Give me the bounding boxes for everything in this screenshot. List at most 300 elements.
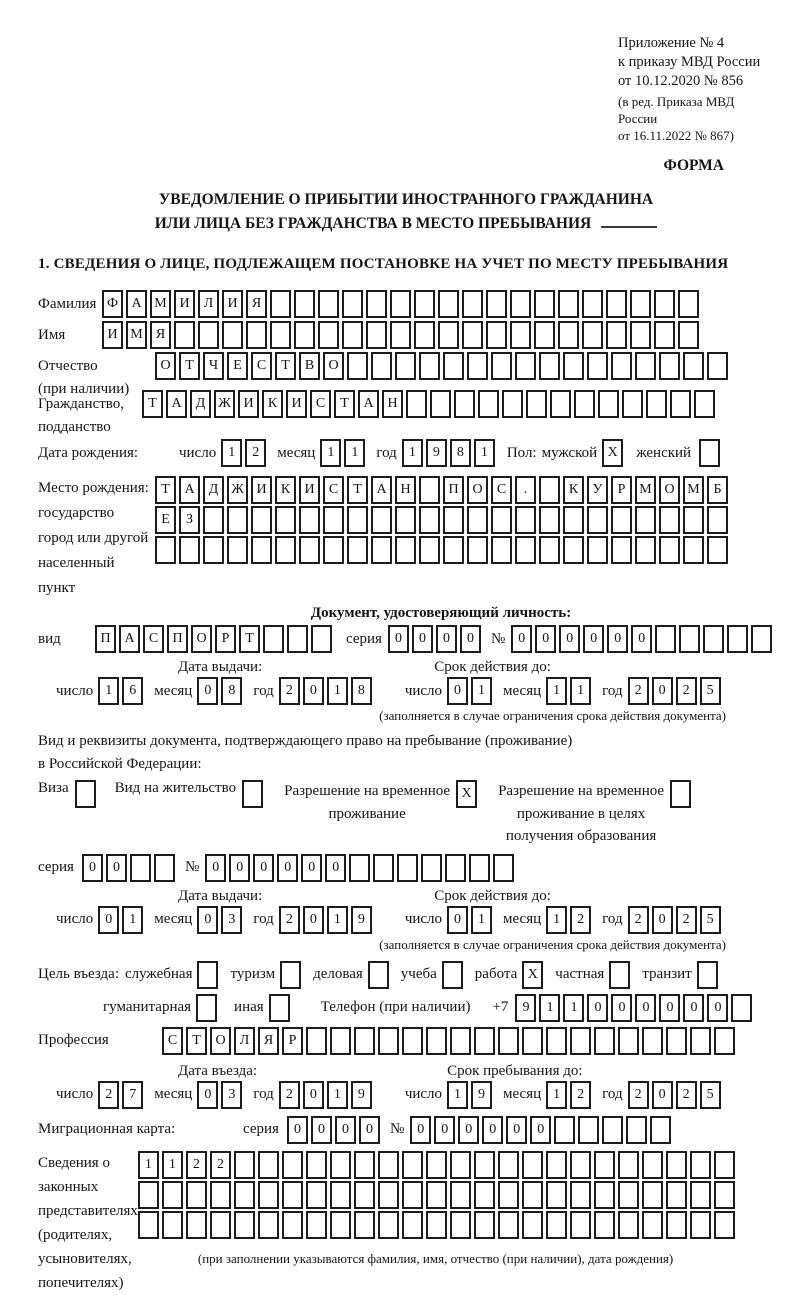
form-cell[interactable]: 0 xyxy=(229,854,250,882)
form-cell[interactable]: Е xyxy=(227,352,248,380)
form-cell[interactable] xyxy=(714,1181,735,1209)
form-cell[interactable]: 0 xyxy=(659,994,680,1022)
form-cell[interactable]: П xyxy=(443,476,464,504)
form-cell[interactable]: А xyxy=(358,390,379,418)
form-cell[interactable] xyxy=(611,506,632,534)
form-cell[interactable] xyxy=(515,352,536,380)
form-cell[interactable] xyxy=(443,536,464,564)
form-cell[interactable] xyxy=(670,390,691,418)
form-cell[interactable] xyxy=(558,321,579,349)
form-cell[interactable]: И xyxy=(222,290,243,318)
form-cell[interactable]: 0 xyxy=(197,677,218,705)
form-cell[interactable]: А xyxy=(179,476,200,504)
form-cell[interactable]: 1 xyxy=(402,439,423,467)
form-cell[interactable]: О xyxy=(467,476,488,504)
form-cell[interactable] xyxy=(594,1211,615,1239)
form-cell[interactable]: 1 xyxy=(98,677,119,705)
form-cell[interactable] xyxy=(395,506,416,534)
form-cell[interactable] xyxy=(554,1116,575,1144)
form-cell[interactable]: Б xyxy=(707,476,728,504)
purpose-study-checkbox[interactable] xyxy=(442,961,463,989)
form-cell[interactable] xyxy=(294,321,315,349)
form-cell[interactable] xyxy=(306,1027,327,1055)
form-cell[interactable]: 3 xyxy=(221,1081,242,1109)
form-cell[interactable]: 1 xyxy=(471,906,492,934)
form-cell[interactable]: О xyxy=(210,1027,231,1055)
form-cell[interactable]: Р xyxy=(611,476,632,504)
form-cell[interactable] xyxy=(539,536,560,564)
sex-male-checkbox[interactable]: X xyxy=(602,439,623,467)
form-cell[interactable] xyxy=(683,352,704,380)
form-cell[interactable]: 2 xyxy=(676,906,697,934)
form-cell[interactable] xyxy=(406,390,427,418)
form-cell[interactable]: 1 xyxy=(539,994,560,1022)
form-cell[interactable]: И xyxy=(286,390,307,418)
form-cell[interactable] xyxy=(510,321,531,349)
visa-checkbox[interactable] xyxy=(75,780,96,808)
form-cell[interactable]: О xyxy=(191,625,212,653)
form-cell[interactable] xyxy=(486,321,507,349)
form-cell[interactable] xyxy=(450,1151,471,1179)
form-cell[interactable] xyxy=(546,1151,567,1179)
form-cell[interactable] xyxy=(445,854,466,882)
form-cell[interactable] xyxy=(419,506,440,534)
form-cell[interactable]: 0 xyxy=(635,994,656,1022)
form-cell[interactable]: 0 xyxy=(359,1116,380,1144)
form-cell[interactable]: 2 xyxy=(210,1151,231,1179)
form-cell[interactable]: Ж xyxy=(214,390,235,418)
form-cell[interactable] xyxy=(390,290,411,318)
form-cell[interactable] xyxy=(162,1181,183,1209)
form-cell[interactable] xyxy=(366,321,387,349)
form-cell[interactable] xyxy=(558,290,579,318)
form-cell[interactable] xyxy=(491,536,512,564)
form-cell[interactable] xyxy=(251,506,272,534)
form-cell[interactable]: 0 xyxy=(106,854,127,882)
form-cell[interactable] xyxy=(462,321,483,349)
form-cell[interactable] xyxy=(534,290,555,318)
form-cell[interactable]: 2 xyxy=(279,677,300,705)
form-cell[interactable]: 2 xyxy=(628,677,649,705)
form-cell[interactable] xyxy=(611,536,632,564)
form-cell[interactable]: 0 xyxy=(388,625,409,653)
form-cell[interactable]: К xyxy=(262,390,283,418)
form-cell[interactable] xyxy=(467,536,488,564)
form-cell[interactable]: Д xyxy=(190,390,211,418)
form-cell[interactable] xyxy=(426,1181,447,1209)
form-cell[interactable]: 1 xyxy=(563,994,584,1022)
form-cell[interactable] xyxy=(474,1211,495,1239)
form-cell[interactable]: 0 xyxy=(434,1116,455,1144)
form-cell[interactable]: 0 xyxy=(707,994,728,1022)
form-cell[interactable]: 0 xyxy=(303,906,324,934)
form-cell[interactable] xyxy=(642,1027,663,1055)
form-cell[interactable] xyxy=(323,506,344,534)
form-cell[interactable]: 0 xyxy=(82,854,103,882)
form-cell[interactable] xyxy=(478,390,499,418)
form-cell[interactable] xyxy=(683,506,704,534)
form-cell[interactable]: 0 xyxy=(98,906,119,934)
form-cell[interactable] xyxy=(347,506,368,534)
form-cell[interactable]: 0 xyxy=(301,854,322,882)
form-cell[interactable] xyxy=(515,536,536,564)
form-cell[interactable] xyxy=(606,290,627,318)
form-cell[interactable]: 0 xyxy=(607,625,628,653)
form-cell[interactable]: И xyxy=(251,476,272,504)
form-cell[interactable] xyxy=(563,352,584,380)
form-cell[interactable]: И xyxy=(238,390,259,418)
form-cell[interactable]: К xyxy=(275,476,296,504)
form-cell[interactable] xyxy=(570,1027,591,1055)
form-cell[interactable] xyxy=(450,1211,471,1239)
form-cell[interactable] xyxy=(642,1211,663,1239)
form-cell[interactable]: 9 xyxy=(515,994,536,1022)
form-cell[interactable]: 0 xyxy=(303,1081,324,1109)
residence-permit-checkbox[interactable] xyxy=(242,780,263,808)
form-cell[interactable]: 0 xyxy=(506,1116,527,1144)
form-cell[interactable]: 0 xyxy=(535,625,556,653)
purpose-humanitarian-checkbox[interactable] xyxy=(196,994,217,1022)
form-cell[interactable] xyxy=(347,352,368,380)
form-cell[interactable] xyxy=(635,506,656,534)
form-cell[interactable]: 1 xyxy=(546,677,567,705)
form-cell[interactable]: 0 xyxy=(197,906,218,934)
form-cell[interactable] xyxy=(539,506,560,534)
form-cell[interactable] xyxy=(203,536,224,564)
form-cell[interactable] xyxy=(703,625,724,653)
form-cell[interactable]: Я xyxy=(258,1027,279,1055)
form-cell[interactable] xyxy=(714,1211,735,1239)
form-cell[interactable] xyxy=(574,390,595,418)
form-cell[interactable] xyxy=(502,390,523,418)
form-cell[interactable] xyxy=(467,352,488,380)
form-cell[interactable] xyxy=(642,1151,663,1179)
form-cell[interactable] xyxy=(438,321,459,349)
form-cell[interactable]: У xyxy=(587,476,608,504)
form-cell[interactable] xyxy=(347,536,368,564)
form-cell[interactable]: 1 xyxy=(474,439,495,467)
form-cell[interactable] xyxy=(154,854,175,882)
form-cell[interactable] xyxy=(635,536,656,564)
form-cell[interactable]: 0 xyxy=(559,625,580,653)
form-cell[interactable] xyxy=(426,1027,447,1055)
form-cell[interactable] xyxy=(727,625,748,653)
form-cell[interactable]: 1 xyxy=(327,1081,348,1109)
form-cell[interactable]: Т xyxy=(179,352,200,380)
form-cell[interactable] xyxy=(678,290,699,318)
temp-residence-education-checkbox[interactable] xyxy=(670,780,691,808)
form-cell[interactable] xyxy=(397,854,418,882)
form-cell[interactable] xyxy=(330,1151,351,1179)
form-cell[interactable]: О xyxy=(155,352,176,380)
form-cell[interactable] xyxy=(414,321,435,349)
form-cell[interactable] xyxy=(539,352,560,380)
form-cell[interactable] xyxy=(251,536,272,564)
form-cell[interactable] xyxy=(731,994,752,1022)
form-cell[interactable] xyxy=(694,390,715,418)
form-cell[interactable]: 5 xyxy=(700,677,721,705)
form-cell[interactable]: А xyxy=(371,476,392,504)
form-cell[interactable] xyxy=(349,854,370,882)
form-cell[interactable]: 8 xyxy=(450,439,471,467)
form-cell[interactable]: 0 xyxy=(197,1081,218,1109)
form-cell[interactable] xyxy=(138,1211,159,1239)
form-cell[interactable]: 0 xyxy=(287,1116,308,1144)
form-cell[interactable] xyxy=(707,506,728,534)
form-cell[interactable] xyxy=(426,1151,447,1179)
form-cell[interactable] xyxy=(570,1151,591,1179)
form-cell[interactable] xyxy=(498,1181,519,1209)
form-cell[interactable] xyxy=(602,1116,623,1144)
form-cell[interactable] xyxy=(270,290,291,318)
form-cell[interactable]: 8 xyxy=(351,677,372,705)
form-cell[interactable]: Т xyxy=(142,390,163,418)
form-cell[interactable] xyxy=(371,506,392,534)
form-cell[interactable] xyxy=(522,1027,543,1055)
form-cell[interactable] xyxy=(498,1151,519,1179)
form-cell[interactable] xyxy=(751,625,772,653)
form-cell[interactable] xyxy=(578,1116,599,1144)
form-cell[interactable] xyxy=(246,321,267,349)
form-cell[interactable] xyxy=(534,321,555,349)
form-cell[interactable]: С xyxy=(251,352,272,380)
form-cell[interactable] xyxy=(594,1181,615,1209)
form-cell[interactable] xyxy=(366,290,387,318)
form-cell[interactable]: 9 xyxy=(426,439,447,467)
form-cell[interactable] xyxy=(443,352,464,380)
form-cell[interactable]: Ж xyxy=(227,476,248,504)
form-cell[interactable]: 0 xyxy=(587,994,608,1022)
form-cell[interactable] xyxy=(474,1181,495,1209)
form-cell[interactable]: 0 xyxy=(683,994,704,1022)
form-cell[interactable] xyxy=(510,290,531,318)
form-cell[interactable]: Р xyxy=(215,625,236,653)
form-cell[interactable]: З xyxy=(179,506,200,534)
purpose-work-checkbox[interactable]: X xyxy=(522,961,543,989)
form-cell[interactable] xyxy=(402,1027,423,1055)
form-cell[interactable] xyxy=(630,321,651,349)
form-cell[interactable] xyxy=(618,1181,639,1209)
form-cell[interactable]: Н xyxy=(395,476,416,504)
form-cell[interactable]: 1 xyxy=(122,906,143,934)
form-cell[interactable]: А xyxy=(126,290,147,318)
form-cell[interactable] xyxy=(155,536,176,564)
form-cell[interactable] xyxy=(546,1211,567,1239)
form-cell[interactable] xyxy=(378,1181,399,1209)
form-cell[interactable]: Л xyxy=(198,290,219,318)
sex-female-checkbox[interactable] xyxy=(699,439,720,467)
form-cell[interactable] xyxy=(594,1027,615,1055)
form-cell[interactable] xyxy=(342,321,363,349)
form-cell[interactable] xyxy=(438,290,459,318)
form-cell[interactable] xyxy=(234,1151,255,1179)
form-cell[interactable] xyxy=(570,1181,591,1209)
form-cell[interactable] xyxy=(498,1027,519,1055)
form-cell[interactable]: 0 xyxy=(482,1116,503,1144)
form-cell[interactable]: П xyxy=(167,625,188,653)
form-cell[interactable]: Я xyxy=(246,290,267,318)
form-cell[interactable]: 0 xyxy=(447,677,468,705)
form-cell[interactable] xyxy=(342,290,363,318)
form-cell[interactable]: Ч xyxy=(203,352,224,380)
form-cell[interactable]: 0 xyxy=(460,625,481,653)
form-cell[interactable] xyxy=(258,1151,279,1179)
form-cell[interactable]: 3 xyxy=(221,906,242,934)
form-cell[interactable]: 2 xyxy=(676,677,697,705)
form-cell[interactable] xyxy=(646,390,667,418)
form-cell[interactable]: 2 xyxy=(98,1081,119,1109)
form-cell[interactable]: Ф xyxy=(102,290,123,318)
form-cell[interactable]: Я xyxy=(150,321,171,349)
form-cell[interactable] xyxy=(282,1151,303,1179)
form-cell[interactable] xyxy=(659,536,680,564)
form-cell[interactable]: 1 xyxy=(138,1151,159,1179)
form-cell[interactable]: Р xyxy=(282,1027,303,1055)
form-cell[interactable] xyxy=(659,506,680,534)
form-cell[interactable] xyxy=(454,390,475,418)
form-cell[interactable] xyxy=(198,321,219,349)
form-cell[interactable] xyxy=(563,536,584,564)
form-cell[interactable] xyxy=(491,352,512,380)
form-cell[interactable] xyxy=(203,506,224,534)
form-cell[interactable]: 9 xyxy=(351,1081,372,1109)
form-cell[interactable]: 0 xyxy=(410,1116,431,1144)
form-cell[interactable]: П xyxy=(95,625,116,653)
form-cell[interactable]: 0 xyxy=(458,1116,479,1144)
form-cell[interactable] xyxy=(654,321,675,349)
form-cell[interactable] xyxy=(354,1151,375,1179)
form-cell[interactable] xyxy=(582,290,603,318)
form-cell[interactable]: О xyxy=(323,352,344,380)
form-cell[interactable] xyxy=(419,476,440,504)
form-cell[interactable]: К xyxy=(563,476,584,504)
form-cell[interactable] xyxy=(330,1027,351,1055)
form-cell[interactable] xyxy=(666,1211,687,1239)
form-cell[interactable]: 1 xyxy=(162,1151,183,1179)
form-cell[interactable] xyxy=(395,536,416,564)
form-cell[interactable] xyxy=(678,321,699,349)
form-cell[interactable]: 2 xyxy=(245,439,266,467)
form-cell[interactable]: С xyxy=(162,1027,183,1055)
form-cell[interactable] xyxy=(666,1151,687,1179)
form-cell[interactable] xyxy=(587,352,608,380)
form-cell[interactable] xyxy=(299,536,320,564)
form-cell[interactable]: 1 xyxy=(546,1081,567,1109)
form-cell[interactable]: 9 xyxy=(471,1081,492,1109)
form-cell[interactable]: 2 xyxy=(570,906,591,934)
form-cell[interactable]: 1 xyxy=(471,677,492,705)
form-cell[interactable] xyxy=(371,352,392,380)
form-cell[interactable] xyxy=(421,854,442,882)
form-cell[interactable]: 6 xyxy=(122,677,143,705)
form-cell[interactable] xyxy=(234,1181,255,1209)
form-cell[interactable]: 0 xyxy=(447,906,468,934)
form-cell[interactable] xyxy=(450,1027,471,1055)
form-cell[interactable] xyxy=(402,1151,423,1179)
form-cell[interactable] xyxy=(522,1181,543,1209)
form-cell[interactable] xyxy=(294,290,315,318)
form-cell[interactable] xyxy=(287,625,308,653)
form-cell[interactable]: 1 xyxy=(327,677,348,705)
form-cell[interactable]: 5 xyxy=(700,906,721,934)
form-cell[interactable] xyxy=(611,352,632,380)
form-cell[interactable] xyxy=(371,536,392,564)
form-cell[interactable] xyxy=(210,1181,231,1209)
form-cell[interactable]: М xyxy=(635,476,656,504)
form-cell[interactable] xyxy=(546,1027,567,1055)
form-cell[interactable]: Т xyxy=(334,390,355,418)
form-cell[interactable] xyxy=(714,1151,735,1179)
form-cell[interactable] xyxy=(515,506,536,534)
form-cell[interactable] xyxy=(270,321,291,349)
form-cell[interactable] xyxy=(311,625,332,653)
form-cell[interactable] xyxy=(390,321,411,349)
form-cell[interactable] xyxy=(395,352,416,380)
form-cell[interactable]: 2 xyxy=(570,1081,591,1109)
form-cell[interactable] xyxy=(402,1181,423,1209)
form-cell[interactable] xyxy=(354,1027,375,1055)
form-cell[interactable] xyxy=(679,625,700,653)
form-cell[interactable] xyxy=(354,1211,375,1239)
form-cell[interactable] xyxy=(318,321,339,349)
form-cell[interactable] xyxy=(522,1151,543,1179)
form-cell[interactable] xyxy=(594,1151,615,1179)
form-cell[interactable] xyxy=(690,1181,711,1209)
form-cell[interactable]: 0 xyxy=(335,1116,356,1144)
form-cell[interactable]: 0 xyxy=(436,625,457,653)
form-cell[interactable] xyxy=(650,1116,671,1144)
form-cell[interactable] xyxy=(162,1211,183,1239)
form-cell[interactable] xyxy=(402,1211,423,1239)
form-cell[interactable]: 2 xyxy=(676,1081,697,1109)
form-cell[interactable] xyxy=(306,1181,327,1209)
form-cell[interactable]: 2 xyxy=(279,1081,300,1109)
form-cell[interactable] xyxy=(186,1211,207,1239)
purpose-transit-checkbox[interactable] xyxy=(697,961,718,989)
form-cell[interactable] xyxy=(587,506,608,534)
form-cell[interactable]: 1 xyxy=(221,439,242,467)
form-cell[interactable] xyxy=(414,290,435,318)
form-cell[interactable] xyxy=(714,1027,735,1055)
form-cell[interactable]: 0 xyxy=(530,1116,551,1144)
form-cell[interactable]: Т xyxy=(186,1027,207,1055)
form-cell[interactable]: В xyxy=(299,352,320,380)
form-cell[interactable] xyxy=(282,1181,303,1209)
form-cell[interactable] xyxy=(659,352,680,380)
form-cell[interactable] xyxy=(690,1211,711,1239)
form-cell[interactable]: 0 xyxy=(311,1116,332,1144)
form-cell[interactable] xyxy=(378,1211,399,1239)
form-cell[interactable]: А xyxy=(119,625,140,653)
form-cell[interactable] xyxy=(598,390,619,418)
purpose-official-checkbox[interactable] xyxy=(197,961,218,989)
form-cell[interactable] xyxy=(618,1151,639,1179)
form-cell[interactable] xyxy=(707,352,728,380)
form-cell[interactable] xyxy=(282,1211,303,1239)
form-cell[interactable]: Е xyxy=(155,506,176,534)
form-cell[interactable]: 0 xyxy=(412,625,433,653)
form-cell[interactable]: 2 xyxy=(279,906,300,934)
form-cell[interactable] xyxy=(222,321,243,349)
form-cell[interactable]: 7 xyxy=(122,1081,143,1109)
form-cell[interactable] xyxy=(373,854,394,882)
form-cell[interactable]: 0 xyxy=(652,677,673,705)
form-cell[interactable] xyxy=(493,854,514,882)
form-cell[interactable] xyxy=(690,1151,711,1179)
form-cell[interactable]: Т xyxy=(239,625,260,653)
form-cell[interactable] xyxy=(683,536,704,564)
form-cell[interactable]: 2 xyxy=(186,1151,207,1179)
